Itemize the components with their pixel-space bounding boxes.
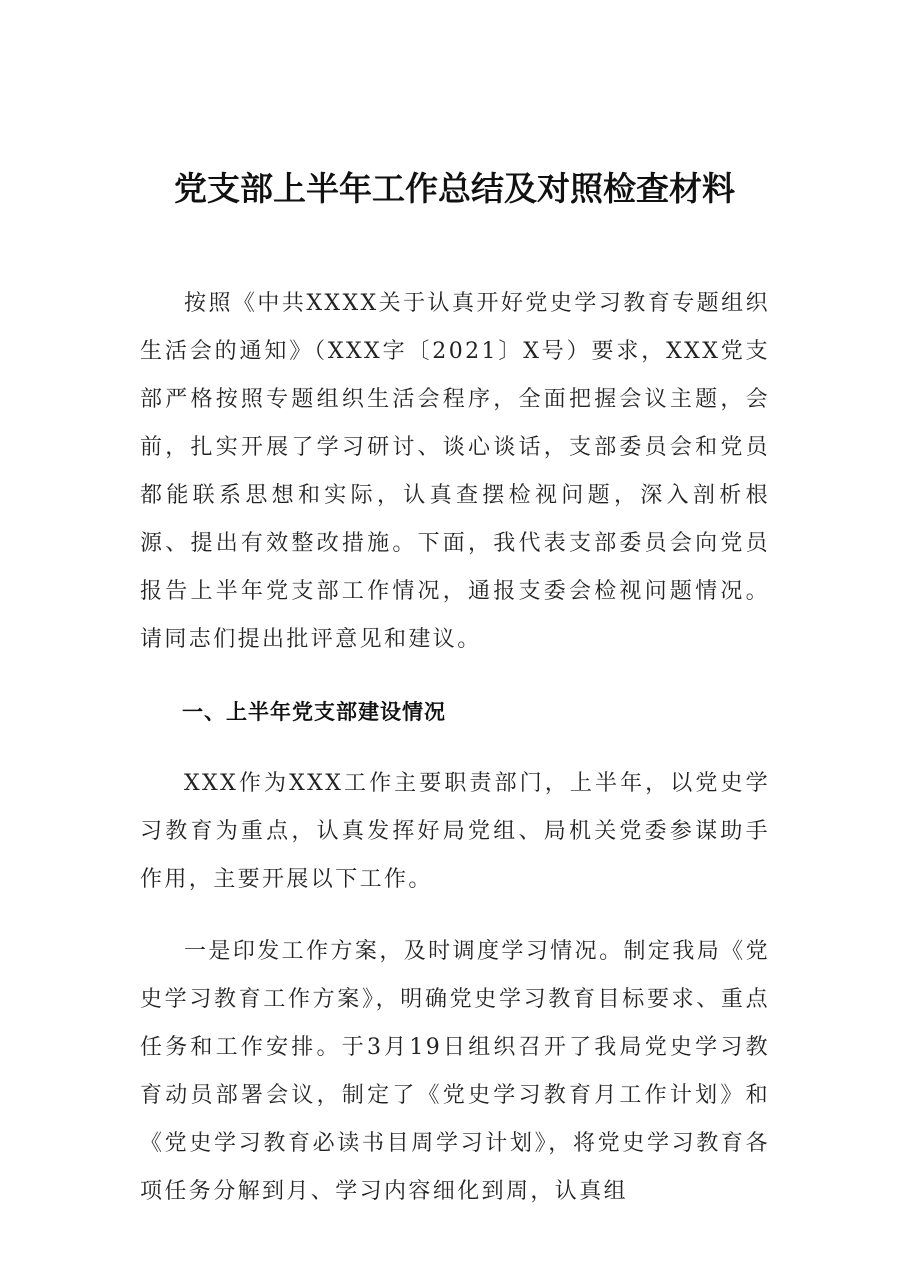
section-paragraph: 一是印发工作方案，及时调度学习情况。制定我局《党史学习教育工作方案》，明确党史学习教育目标要求、重点任务和工作安排。于3月19日组织召开了我局党史学习教育动员部署会议，制定了《党史学习教育月工作计划》和《党史学习教育必读书目周学习计划》，将党史学习教育各项任务分解到月、学习内容细化到周，认真组 <box>140 939 770 1204</box>
section-paragraph: XXX作为XXX工作主要职责部门，上半年，以党史学习教育为重点，认真发挥好局党组、局机关党委参谋助手作用，主要开展以下工作。 <box>140 771 770 892</box>
section-heading: 一、上半年党支部建设情况 <box>182 700 446 724</box>
intro-paragraph: 按照《中共XXXX关于认真开好党史学习教育专题组织生活会的通知》（XXX字〔2021〕X号）要求，XXX党支部严格按照专题组织生活会程序，全面把握会议主题，会前，扎实开展了学习研讨、谈心谈话，支部委员会和党员都能联系思想和实际，认真查摆检视问题，深入剖析根源、提出有效整改措施。下面，我代表支部委员会向党员报告上半年党支部工作情况，通报支委会检视问题情况。请同志们提出批评意见和建议。 <box>140 291 770 652</box>
document-body <box>140 280 770 1240</box>
document-title: 党支部上半年工作总结及对照检查材料 <box>174 169 735 209</box>
